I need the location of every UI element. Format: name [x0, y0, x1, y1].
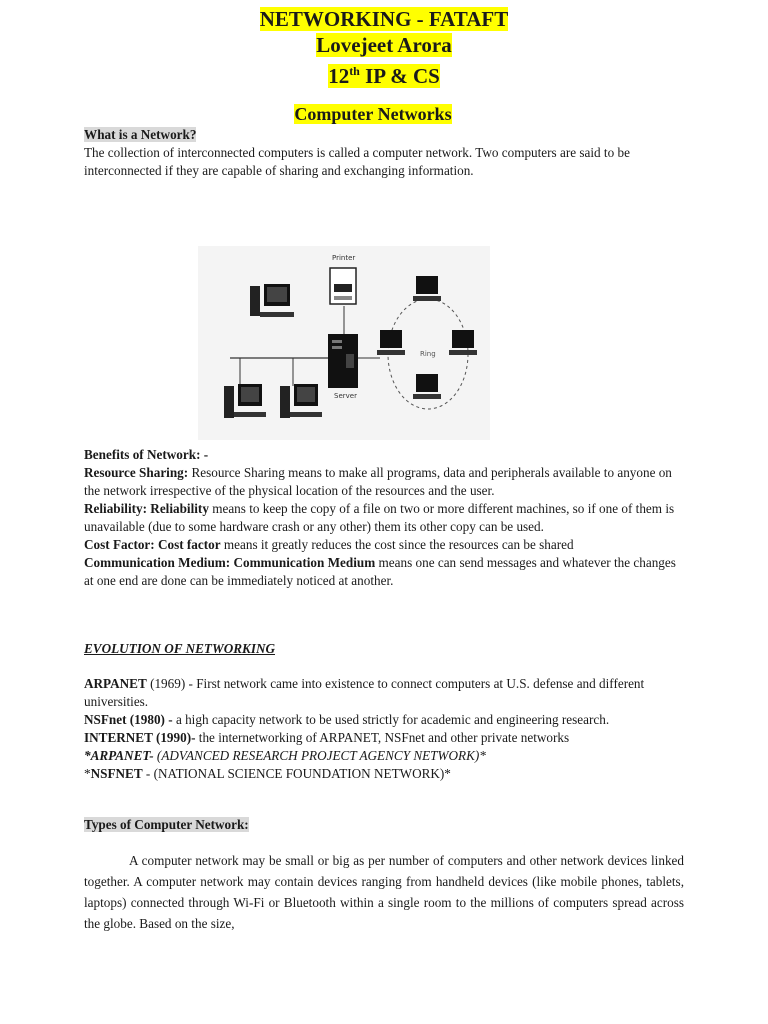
acronym-arpanet	[84, 747, 684, 765]
class-number: 12	[328, 64, 350, 88]
evolution-item-internet	[84, 729, 684, 747]
title-line-2	[0, 32, 768, 58]
computer-icon	[224, 384, 266, 418]
types-heading	[84, 816, 684, 834]
types-paragraph: A computer network may be small or big as per number of computers and other network devices linked together. A computer network may contain devices ranging from handheld devices (like mobile phones, tablets, laptops) connected through Wi-Fi or Bluetooth within a single room to the millions of computers spread across the globe. Based on the size,	[84, 853, 684, 931]
benefit-term: Cost Factor: Cost factor	[84, 537, 221, 552]
printer-label: Printer	[332, 254, 356, 262]
server-icon	[328, 334, 358, 388]
acronym-term: NSFNET	[90, 766, 143, 781]
types-heading-text: Types of Computer Network:	[84, 817, 249, 832]
definition-paragraph: The collection of interconnected computers is called a computer network. Two computers are said to be interconnected if they are capable of sharing and exchanging information.	[84, 145, 630, 178]
ring-label: Ring	[420, 350, 436, 358]
evolution-item-nsfnet	[84, 711, 684, 729]
class-suffix: th	[349, 64, 360, 78]
class-subjects: IP & CS	[359, 64, 440, 88]
evolution-term: INTERNET (1990)-	[84, 730, 196, 745]
benefit-item	[84, 536, 684, 554]
acronym-term: *ARPANET-	[84, 748, 154, 763]
benefit-term: Communication Medium: Communication Medium	[84, 555, 376, 570]
benefit-item	[84, 500, 684, 536]
benefit-term: Resource Sharing:	[84, 465, 189, 480]
evolution-text: the internetworking of ARPANET, NSFnet and other private networks	[195, 730, 570, 745]
computer-icon	[377, 330, 405, 355]
printer-icon	[330, 268, 356, 304]
computer-icon	[413, 374, 441, 399]
evolution-text: a high capacity network to be used strictly for academic and engineering research.	[172, 712, 610, 727]
section-title-text: Computer Networks	[294, 104, 452, 124]
author-name: Lovejeet Arora	[316, 33, 452, 57]
computer-icon	[449, 330, 477, 355]
class-label	[328, 64, 440, 88]
server-label: Server	[334, 392, 357, 400]
title-line-1	[0, 6, 768, 32]
benefit-text: means it greatly reduces the cost since the resources can be shared	[220, 537, 574, 552]
computer-icon	[250, 284, 294, 317]
benefit-term: Reliability: Reliability	[84, 501, 209, 516]
evolution-term: ARPANET	[84, 676, 147, 691]
question-heading	[84, 126, 684, 144]
benefits-section	[84, 446, 684, 590]
computer-icon	[280, 384, 322, 418]
benefit-item	[84, 554, 684, 590]
evolution-term: NSFnet (1980) -	[84, 712, 173, 727]
evolution-heading: EVOLUTION OF NETWORKING	[84, 641, 275, 656]
evolution-list	[84, 675, 684, 783]
question-text: What is a Network?	[84, 127, 197, 142]
evolution-item-arpanet	[84, 675, 684, 711]
network-diagram	[198, 246, 490, 440]
title-line-3	[0, 58, 768, 89]
acronym-text: - (NATIONAL SCIENCE FOUNDATION NETWORK)*	[142, 766, 451, 781]
acronym-text: (ADVANCED RESEARCH PROJECT AGENCY NETWORK)*	[153, 748, 486, 763]
benefit-text: means one can send messages and whatever the changes at one end are done can be immediately noticed at another.	[84, 555, 676, 588]
benefit-text: Resource Sharing means to make all programs, data and peripherals available to anyone on the network irrespective of the physical location of the resources and the user.	[84, 465, 672, 498]
section-title	[0, 104, 746, 125]
acronym-nsfnet	[84, 765, 684, 783]
computer-icon	[413, 276, 441, 301]
title-main: NETWORKING - FATAFT	[259, 7, 509, 31]
benefits-heading: Benefits of Network: -	[84, 447, 209, 462]
benefit-item	[84, 464, 684, 500]
acronym-star: *	[84, 766, 91, 781]
evolution-text: (1969) - First network came into existence to connect computers at U.S. defense and different universities.	[84, 676, 645, 709]
benefit-text: means to keep the copy of a file on two or more different machines, so if one of them is unavailable (due to some hardware crash or any other) them its other copy can be used.	[84, 501, 675, 534]
